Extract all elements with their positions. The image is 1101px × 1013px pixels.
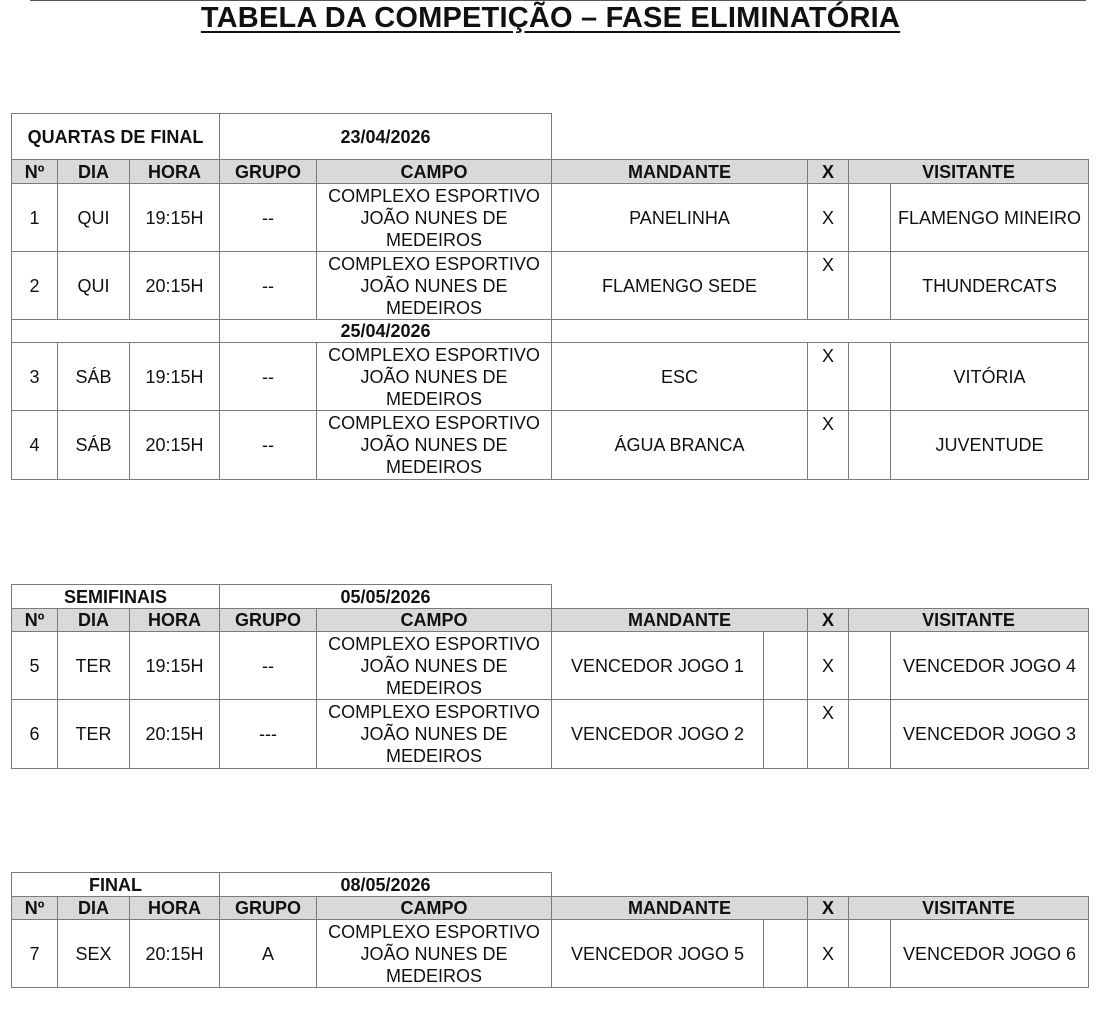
versus-mark: X — [807, 631, 849, 700]
game-group: --- — [219, 699, 317, 769]
home-score-blank — [763, 699, 808, 769]
game-number: 1 — [11, 183, 58, 252]
game-group: -- — [219, 631, 317, 700]
game-day: QUI — [57, 183, 130, 252]
away-score-blank — [848, 919, 891, 988]
column-header-hora: HORA — [129, 608, 220, 632]
game-group: -- — [219, 183, 317, 252]
away-score-blank — [848, 631, 891, 700]
game-day: SÁB — [57, 342, 130, 411]
game-day: SEX — [57, 919, 130, 988]
game-number: 6 — [11, 699, 58, 769]
column-header-campo: CAMPO — [316, 896, 552, 920]
game-group: -- — [219, 410, 317, 480]
home-team: ESC — [551, 342, 808, 411]
home-team: FLAMENGO SEDE — [551, 251, 808, 320]
game-day: TER — [57, 631, 130, 700]
column-header-num: Nº — [11, 896, 58, 920]
game-time: 19:15H — [129, 631, 220, 700]
game-number: 4 — [11, 410, 58, 480]
away-score-blank — [848, 342, 891, 411]
away-score-blank — [848, 251, 891, 320]
column-header-x: X — [807, 608, 849, 632]
away-team: VENCEDOR JOGO 6 — [890, 919, 1089, 988]
game-group: -- — [219, 251, 317, 320]
column-header-campo: CAMPO — [316, 159, 552, 184]
game-day: QUI — [57, 251, 130, 320]
column-header-grupo: GRUPO — [219, 896, 317, 920]
home-team: VENCEDOR JOGO 1 — [551, 631, 764, 700]
column-header-mandante: MANDANTE — [551, 608, 808, 632]
column-header-x: X — [807, 159, 849, 184]
column-header-x: X — [807, 896, 849, 920]
game-day: TER — [57, 699, 130, 769]
away-score-blank — [848, 699, 891, 769]
column-header-grupo: GRUPO — [219, 159, 317, 184]
column-header-num: Nº — [11, 159, 58, 184]
page-title: TABELA DA COMPETIÇÃO – FASE ELIMINATÓRIA — [200, 2, 901, 34]
game-venue: COMPLEXO ESPORTIVO JOÃO NUNES DE MEDEIROS — [316, 919, 552, 988]
game-time: 20:15H — [129, 919, 220, 988]
away-team: JUVENTUDE — [890, 410, 1089, 480]
game-time: 20:15H — [129, 699, 220, 769]
column-header-mandante: MANDANTE — [551, 159, 808, 184]
column-header-mandante: MANDANTE — [551, 896, 808, 920]
away-team: VENCEDOR JOGO 3 — [890, 699, 1089, 769]
game-time: 20:15H — [129, 251, 220, 320]
stage-label-final: FINAL — [11, 872, 220, 897]
column-header-hora: HORA — [129, 896, 220, 920]
column-header-visitante: VISITANTE — [848, 608, 1089, 632]
versus-mark: X — [807, 342, 849, 411]
versus-mark: X — [807, 251, 849, 320]
game-venue: COMPLEXO ESPORTIVO JOÃO NUNES DE MEDEIROS — [316, 183, 552, 252]
versus-mark: X — [807, 919, 849, 988]
date-row-spacer — [551, 319, 1089, 343]
away-team: VITÓRIA — [890, 342, 1089, 411]
away-team: THUNDERCATS — [890, 251, 1089, 320]
column-header-dia: DIA — [57, 159, 130, 184]
versus-mark: X — [807, 699, 849, 769]
column-header-visitante: VISITANTE — [848, 159, 1089, 184]
column-header-hora: HORA — [129, 159, 220, 184]
away-team: FLAMENGO MINEIRO — [890, 183, 1089, 252]
game-group: A — [219, 919, 317, 988]
stage-label-quartas: QUARTAS DE FINAL — [11, 113, 220, 160]
away-score-blank — [848, 410, 891, 480]
home-team: VENCEDOR JOGO 2 — [551, 699, 764, 769]
game-venue: COMPLEXO ESPORTIVO JOÃO NUNES DE MEDEIROS — [316, 631, 552, 700]
game-venue: COMPLEXO ESPORTIVO JOÃO NUNES DE MEDEIROS — [316, 410, 552, 480]
column-header-dia: DIA — [57, 896, 130, 920]
stage-date-final: 08/05/2026 — [219, 872, 552, 897]
versus-mark: X — [807, 410, 849, 480]
column-header-grupo: GRUPO — [219, 608, 317, 632]
game-number: 5 — [11, 631, 58, 700]
away-score-blank — [848, 183, 891, 252]
column-header-visitante: VISITANTE — [848, 896, 1089, 920]
game-venue: COMPLEXO ESPORTIVO JOÃO NUNES DE MEDEIROS — [316, 699, 552, 769]
home-team: PANELINHA — [551, 183, 808, 252]
stage-label-semifinais: SEMIFINAIS — [11, 584, 220, 609]
game-number: 3 — [11, 342, 58, 411]
game-time: 20:15H — [129, 410, 220, 480]
date-row-spacer — [11, 319, 220, 343]
game-time: 19:15H — [129, 183, 220, 252]
stage-date-quartas: 23/04/2026 — [219, 113, 552, 160]
game-day: SÁB — [57, 410, 130, 480]
column-header-campo: CAMPO — [316, 608, 552, 632]
game-time: 19:15H — [129, 342, 220, 411]
game-venue: COMPLEXO ESPORTIVO JOÃO NUNES DE MEDEIROS — [316, 251, 552, 320]
game-group: -- — [219, 342, 317, 411]
home-team: VENCEDOR JOGO 5 — [551, 919, 764, 988]
home-score-blank — [763, 919, 808, 988]
away-team: VENCEDOR JOGO 4 — [890, 631, 1089, 700]
home-team: ÁGUA BRANCA — [551, 410, 808, 480]
home-score-blank — [763, 631, 808, 700]
game-number: 2 — [11, 251, 58, 320]
column-header-num: Nº — [11, 608, 58, 632]
stage-date-semifinais: 05/05/2026 — [219, 584, 552, 609]
versus-mark: X — [807, 183, 849, 252]
column-header-dia: DIA — [57, 608, 130, 632]
stage-date-quartas-2: 25/04/2026 — [219, 319, 552, 343]
game-number: 7 — [11, 919, 58, 988]
game-venue: COMPLEXO ESPORTIVO JOÃO NUNES DE MEDEIROS — [316, 342, 552, 411]
